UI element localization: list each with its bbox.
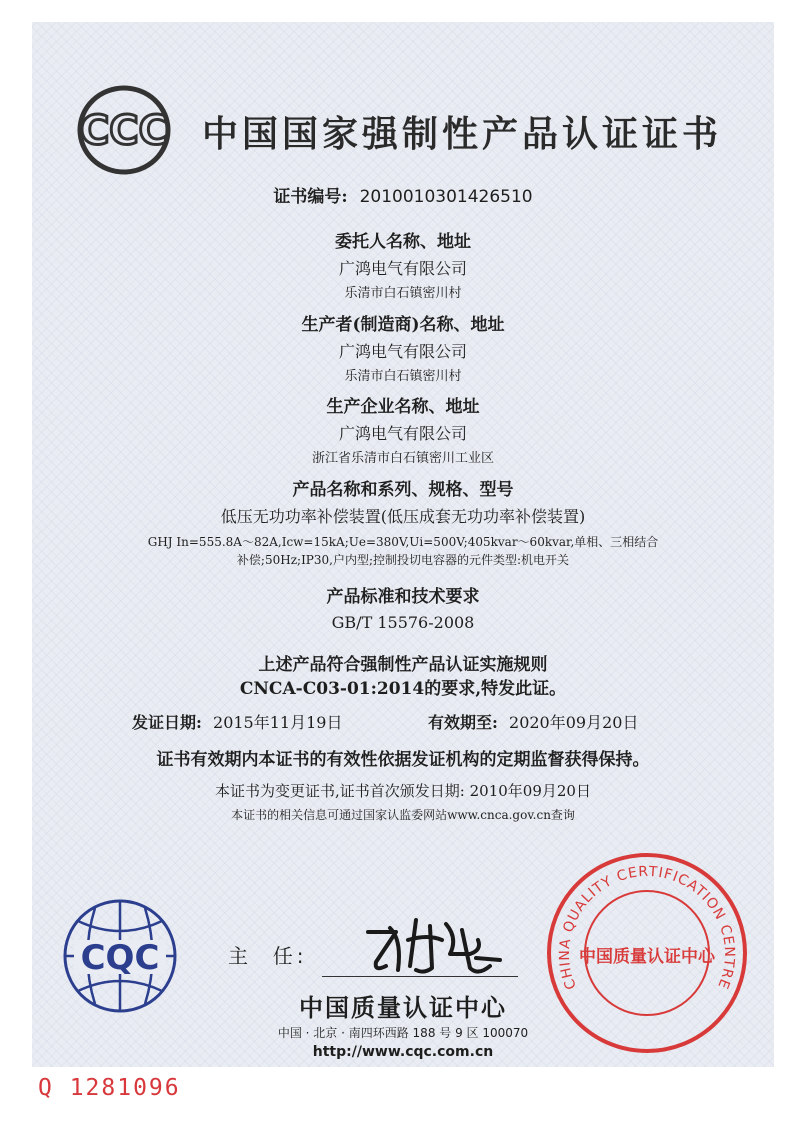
factory-heading: 生产企业名称、地址	[326, 397, 480, 417]
seal-inner-text: 中国质量认证中心	[579, 947, 715, 967]
expiry-date-label: 有效期至:	[428, 713, 498, 732]
certificate-title: 中国国家强制性产品认证证书	[202, 113, 723, 155]
issue-date-label: 发证日期:	[132, 713, 202, 732]
conformity-line1: 上述产品符合强制性产品认证实施规则	[258, 655, 548, 675]
product-spec-line1: GHJ In=555.8A～82A,Icw=15kA;Ue=380V,Ui=500V;405kvar～60kvar,单相、三相结合	[147, 535, 659, 549]
signature-image	[350, 910, 520, 980]
entrustor-name: 广鸿电气有限公司	[338, 259, 467, 278]
change-note: 本证书为变更证书,证书首次颁发日期: 2010年09月20日	[215, 782, 591, 800]
cqc-seal-stamp	[544, 850, 750, 1056]
ccc-logo-icon	[76, 82, 172, 178]
issue-date-value: 2015年11月19日	[213, 713, 343, 732]
product-name: 低压无功功率补偿装置(低压成套无功功率补偿装置)	[220, 507, 586, 526]
factory-address: 浙江省乐清市白石镇密川工业区	[311, 451, 494, 466]
certificate-number-label: 证书编号:	[273, 187, 348, 207]
factory-name: 广鸿电气有限公司	[338, 424, 467, 443]
organization-name: 中国质量认证中心	[299, 994, 507, 1022]
organization-url: http://www.cqc.com.cn	[312, 1044, 494, 1060]
svg-text:CQC: CQC	[80, 938, 160, 978]
certificate-sheet	[32, 22, 774, 1067]
seal-outer-text: CHINA QUALITY CERTIFICATION CENTRE	[556, 863, 738, 992]
standard-heading: 产品标准和技术要求	[326, 587, 480, 607]
svg-text:CCC: CCC	[79, 108, 169, 154]
product-spec-line2: 补偿;50Hz;IP30,户内型;控制投切电容器的元件类型:机电开关	[236, 553, 570, 567]
entrustor-heading: 委托人名称、地址	[335, 232, 471, 252]
validity-note: 证书有效期内本证书的有效性依据发证机构的定期监督获得保持。	[156, 750, 650, 770]
website-note: 本证书的相关信息可通过国家认监委网站www.cnca.gov.cn查询	[231, 808, 575, 822]
entrustor-address: 乐清市白石镇密川村	[344, 286, 462, 301]
certificate-number	[32, 182, 774, 207]
serial-number: Q 1281096	[38, 1075, 181, 1101]
expiry-date	[428, 710, 638, 733]
manufacturer-address: 乐清市白石镇密川村	[344, 369, 462, 384]
organization-address: 中国 · 北京 · 南四环西路 188 号 9 区 100070	[277, 1026, 529, 1040]
manufacturer-heading: 生产者(制造商)名称、地址	[301, 315, 505, 335]
certificate-number-value: 2010010301426510	[359, 187, 533, 207]
standard-value: GB/T 15576-2008	[331, 613, 475, 632]
conformity-line2: CNCA-C03-01:2014的要求,特发此证。	[239, 679, 567, 699]
manufacturer-name: 广鸿电气有限公司	[338, 342, 467, 361]
product-heading: 产品名称和系列、规格、型号	[292, 480, 514, 500]
issue-date	[132, 710, 342, 733]
expiry-date-value: 2020年09月20日	[509, 713, 639, 732]
director-label: 主 任:	[228, 944, 308, 968]
